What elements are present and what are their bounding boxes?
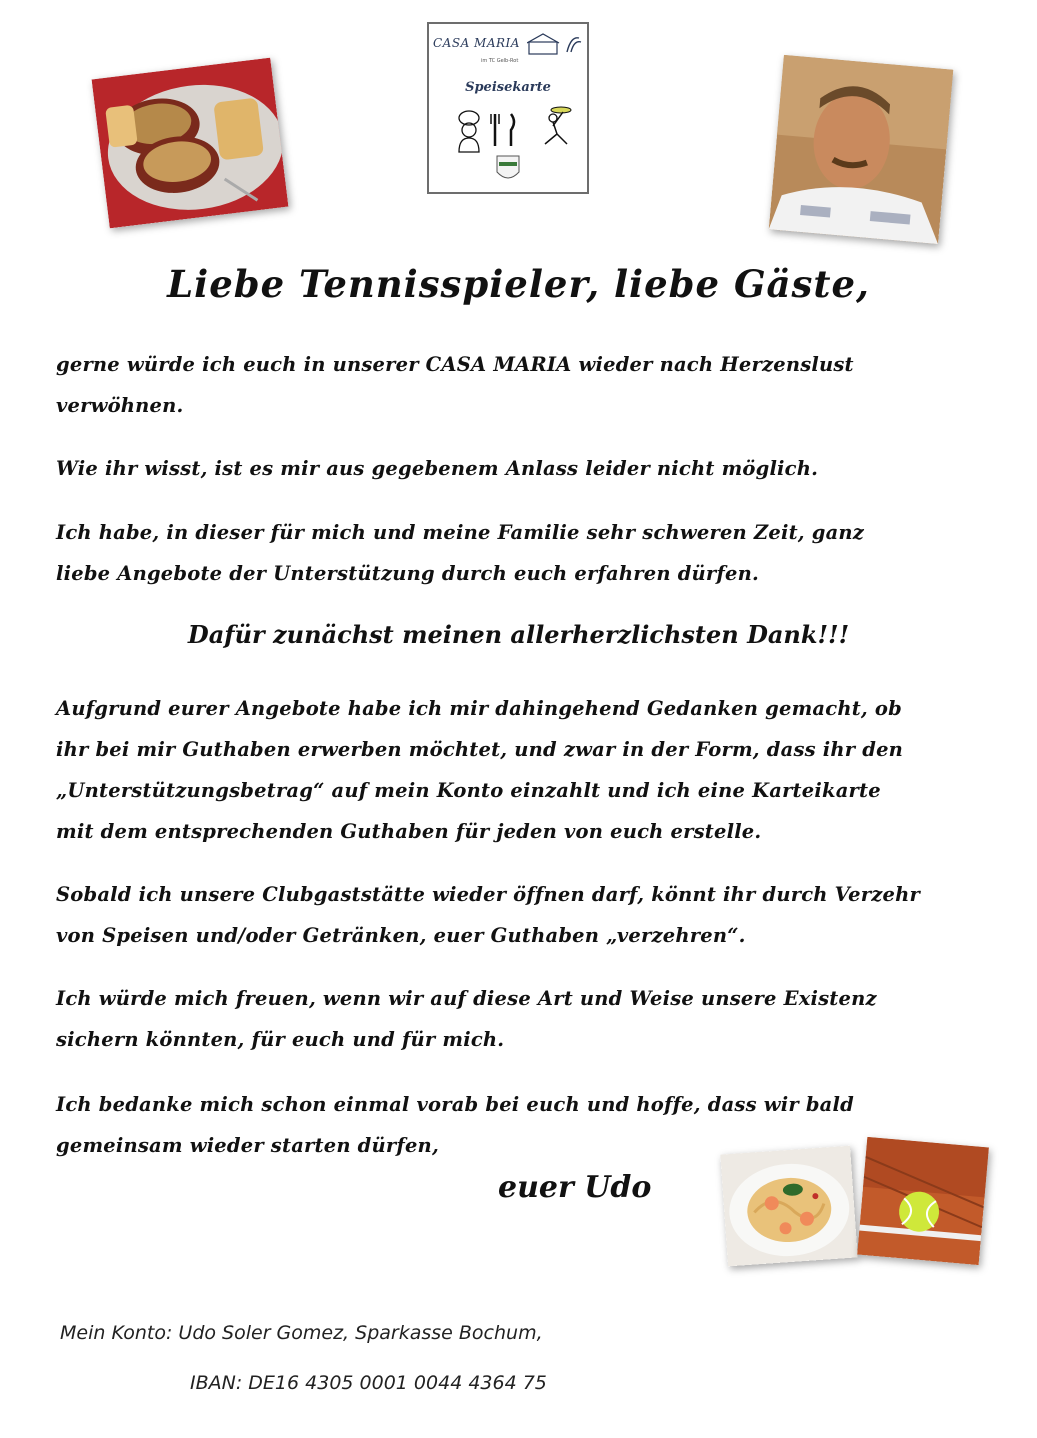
paragraph-6 [56, 978, 1016, 1060]
house-icon [527, 32, 583, 60]
paragraph-5 [56, 874, 1016, 956]
text-line: liebe Angebote der Unterstützung durch euch erfahren dürfen. [56, 562, 759, 585]
cutlery-icon [489, 112, 519, 152]
text-line: Ich habe, in dieser für mich und meine Familie sehr schweren Zeit, ganz [56, 521, 865, 544]
club-badge-icon [495, 154, 521, 188]
logo-menu-title: Speisekarte [465, 80, 551, 95]
text-line: Sobald ich unsere Clubgaststätte wieder öffnen darf, könnt ihr durch Verzehr [56, 883, 920, 906]
bank-account-line: Mein Konto: Udo Soler Gomez, Sparkasse Bochum, [60, 1322, 543, 1344]
food-photo-tapas [92, 58, 289, 229]
food-photo-pasta [720, 1146, 857, 1267]
text-line: Ich würde mich freuen, wenn wir auf diese Art und Weise unsere Existenz [56, 987, 877, 1010]
text-line: mit dem entsprechenden Guthaben für jeden von euch erstelle. [56, 820, 762, 843]
signature: euer Udo [498, 1170, 652, 1205]
text-line: „Unterstützungsbetrag“ auf mein Konto einzahlt und ich eine Karteikarte [56, 779, 881, 802]
logo-small-text: im TC Gelb-Rot [481, 58, 519, 64]
text-line: Ich bedanke mich schon einmal vorab bei euch und hoffe, dass wir bald [56, 1093, 854, 1116]
paragraph-3 [56, 512, 1016, 594]
text-line: Wie ihr wisst, ist es mir aus gegebenem Anlass leider nicht möglich. [56, 457, 819, 480]
paragraph-1 [56, 344, 1016, 426]
waiter-icon [537, 104, 577, 156]
chef-icon [451, 110, 487, 158]
text-line: gemeinsam wieder starten dürfen, [56, 1134, 439, 1157]
greeting-heading: Liebe Tennisspieler, liebe Gäste, [167, 262, 870, 306]
text-line: sichern könnten, für euch und für mich. [56, 1028, 505, 1051]
paragraph-4 [56, 688, 1016, 852]
tennis-ball-photo [857, 1137, 989, 1265]
portrait-photo-udo [769, 55, 954, 244]
text-line: ihr bei mir Guthaben erwerben möchtet, und zwar in der Form, dass ihr den [56, 738, 904, 761]
casa-maria-logo [427, 22, 589, 194]
thanks-line: Dafür zunächst meinen allerherzlichsten Dank!!! [187, 620, 850, 649]
text-line: verwöhnen. [56, 394, 184, 417]
text-line: von Speisen und/oder Getränken, euer Guthaben „verzehren“. [56, 924, 746, 947]
text-line: gerne würde ich euch in unserer CASA MARIA wieder nach Herzenslust [56, 353, 854, 376]
iban-line: IBAN: DE16 4305 0001 0044 4364 75 [190, 1372, 547, 1394]
text-line: Aufgrund eurer Angebote habe ich mir dahingehend Gedanken gemacht, ob [56, 697, 902, 720]
logo-brand-text: CASA MARIA [433, 36, 520, 50]
paragraph-2 [56, 448, 1016, 489]
